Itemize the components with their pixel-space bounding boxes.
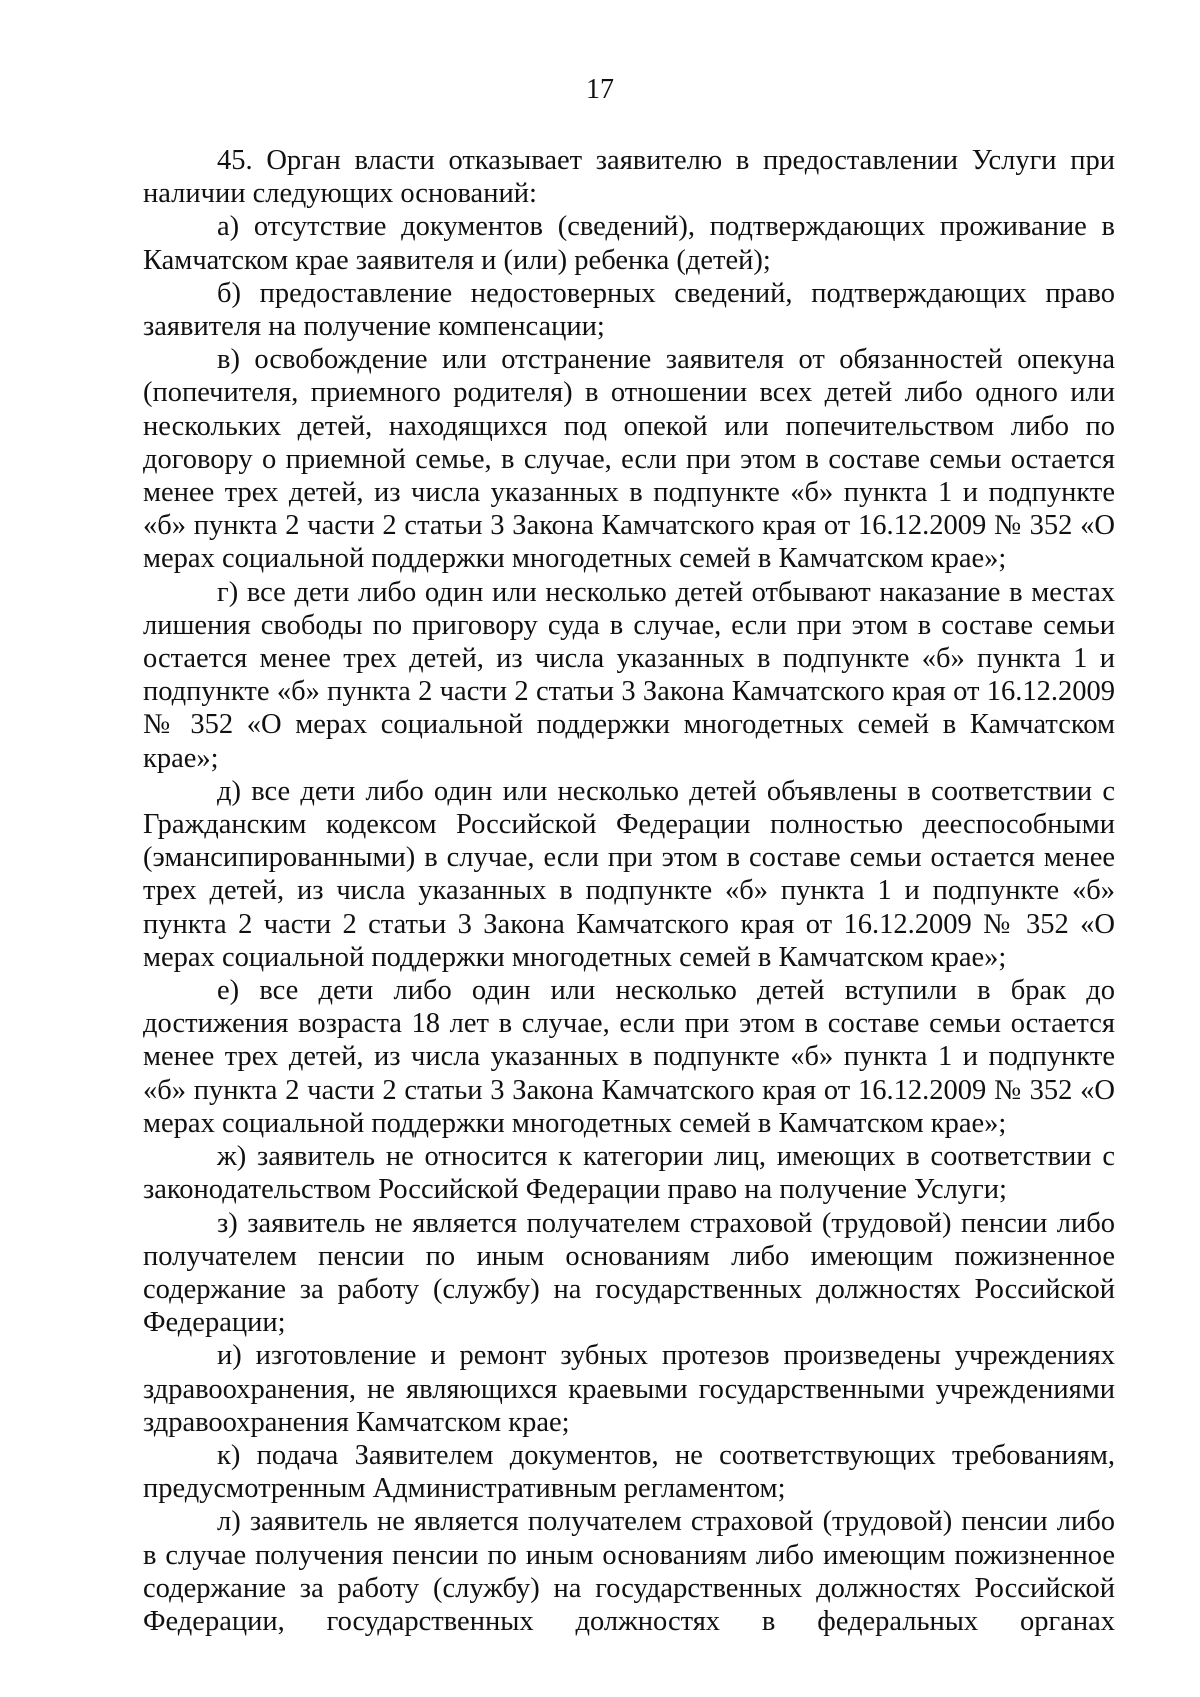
paragraph-item-l: л) заявитель не является получателем страховой (трудовой) пенсии либо в случае получения пенсии по иным основаниям либо имеющим пожизненное содержание за работу (службу) на государственных должностях Российской Федерации, государственных должностях в федеральных органах — [143, 1506, 1115, 1637]
paragraph-item-e: е) все дети либо один или несколько детей вступили в брак до достижения возраста 18 лет в случае, если при этом в составе семьи остается менее трех детей, из числа указанных в подпункте «б» пункта 1 и подпункте «б» пункта 2 части 2 статьи 3 Закона Камчатского края от 16.12.2009 № 352 «О мерах социальной поддержки многодетных семей в Камчатском крае»; — [143, 975, 1115, 1139]
document-body — [143, 144, 1115, 1638]
page-number: 17 — [586, 74, 614, 105]
paragraph-item-k: к) подача Заявителем документов, не соответствующих требованиям, предусмотренным Административным регламентом; — [143, 1439, 1115, 1505]
paragraph-item-zh: ж) заявитель не относится к категории лиц, имеющих в соответствии с законодательством Российской Федерации право на получение Услуги; — [143, 1141, 1115, 1206]
paragraph-item-i: и) изготовление и ремонт зубных протезов произведены учреждениях здравоохранения, не являющихся краевыми государственными учреждениями здравоохранения Камчатском крае; — [143, 1340, 1115, 1438]
paragraph-item-g: г) все дети либо один или несколько детей отбывают наказание в местах лишения свободы по приговору суда в случае, если при этом в составе семьи остается менее трех детей, из числа указанных в подпункте «б» пункта 1 и подпункте «б» пункта 2 части 2 статьи 3 Закона Камчатского края от 16.12.2009 № 352 «О мерах социальной поддержки многодетных семей в Камчатском крае»; — [143, 576, 1115, 774]
paragraph-item-b: б) предоставление недостоверных сведений, подтверждающих право заявителя на получение компенсации; — [143, 277, 1115, 343]
paragraph-45-intro: 45. Орган власти отказывает заявителю в предоставлении Услуги при наличии следующих оснований: — [143, 145, 1115, 210]
paragraph-item-v: в) освобождение или отстранение заявителя от обязанностей опекуна (попечителя, приемного родителя) в отношении всех детей либо одного или нескольких детей, находящихся под опекой или попечительством либо по договору о приемной семье, в случае, если при этом в составе семьи остается менее трех детей, из числа указанных в подпункте «б» пункта 1 и подпункте «б» пункта 2 части 2 статьи 3 Закона Камчатского края от 16.12.2009 № 352 «О мерах социальной поддержки многодетных семей в Камчатском крае»; — [143, 344, 1115, 575]
paragraph-item-d: д) все дети либо один или несколько детей объявлены в соответствии с Гражданским кодексом Российской Федерации полностью дееспособными (эмансипированными) в случае, если при этом в составе семьи остается менее трех детей, из числа указанных в подпункте «б» пункта 1 и подпункте «б» пункта 2 части 2 статьи 3 Закона Камчатского края от 16.12.2009 № 352 «О мерах социальной поддержки многодетных семей в Камчатском крае»; — [143, 775, 1115, 973]
paragraph-item-a: а) отсутствие документов (сведений), подтверждающих проживание в Камчатском крае заявителя и (или) ребенка (детей); — [143, 211, 1115, 276]
paragraph-item-z: з) заявитель не является получателем страховой (трудовой) пенсии либо получателем пенсии по иным основаниям либо имеющим пожизненное содержание за работу (службу) на государственных должностях Российской Федерации; — [143, 1207, 1115, 1339]
